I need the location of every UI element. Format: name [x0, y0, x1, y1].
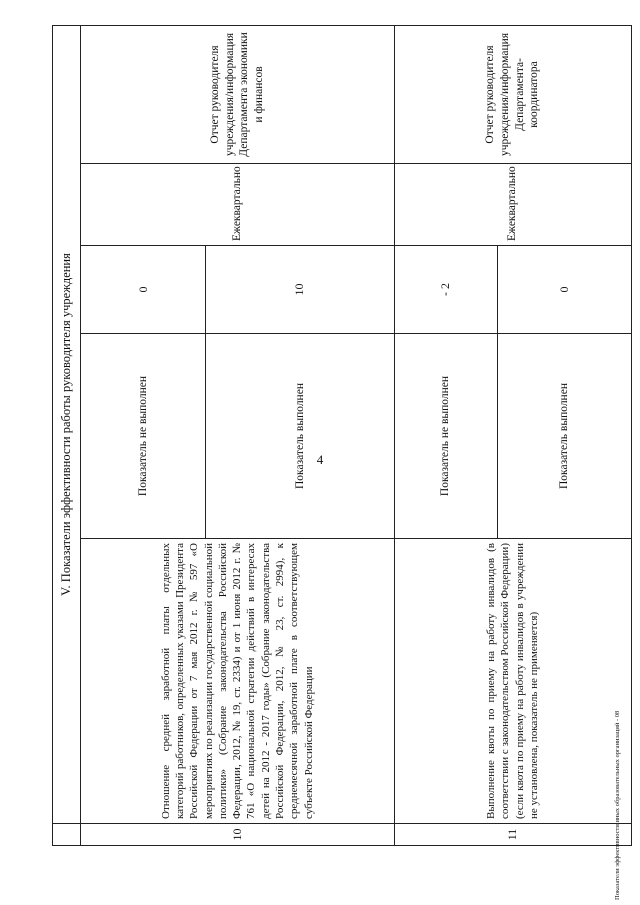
data-source: Отчет руководителя учреждения/информация Департамента-координатора: [394, 25, 631, 163]
table-row: [80, 25, 205, 845]
table-row: [394, 25, 497, 845]
frequency: Ежеквартально: [80, 164, 394, 246]
condition-met: Показатель выполнен: [497, 334, 631, 539]
indicators-table: [52, 25, 632, 846]
score-met: 0: [497, 246, 631, 334]
condition-not-met: Показатель не выполнен: [80, 334, 205, 539]
frequency: Ежеквартально: [394, 164, 631, 246]
row-number: 11: [394, 824, 631, 846]
page-footer: Показатели эффективности иных образовательных организаций - 08: [614, 710, 621, 900]
indicator-text: Отношение средней заработной платы отдельных категорий работников, определенных указами Президента Российской Федерации от 7 мая 2012 г. № 597 «О мероприятиях по реализации государственной социальной политики» (Собрание законодательства Российской Федерации, 2012, № 19, ст. 2334) и от 1 июня 2012 г. № 761 «О национальной стратегии действий в интересах детей на 2012 - 2017 годы» (Собрание законодательства Российской Федерации, 2012, № 23, ст. 2994), к среднемесячной заработной плате в соответствующем субъекте Российской Федерации: [80, 539, 394, 824]
condition-met: Показатель выполнен: [206, 334, 394, 539]
title-spacer-cell: [53, 824, 81, 846]
page-number: 4: [316, 452, 324, 467]
score-not-met: 0: [80, 246, 205, 334]
score-met: 10: [206, 246, 394, 334]
score-not-met: - 2: [394, 246, 497, 334]
indicator-text: Выполнение квоты по приему на работу инвалидов (в соответствии с законодательством Российской Федерации) (если квота по приему на работу инвалидов в учреждении не установлена, показатель не применяется): [394, 539, 631, 824]
rotated-table-area: [52, 6, 632, 846]
row-number: 10: [80, 824, 394, 846]
condition-not-met: Показатель не выполнен: [394, 334, 497, 539]
table-frame: [52, 26, 632, 846]
section-title-row: [53, 25, 81, 845]
data-source: Отчет руководителя учреждения/информация Департамента экономики и финансов: [80, 25, 394, 163]
section-title: V. Показатели эффективности работы руководителя учреждения: [53, 25, 81, 823]
